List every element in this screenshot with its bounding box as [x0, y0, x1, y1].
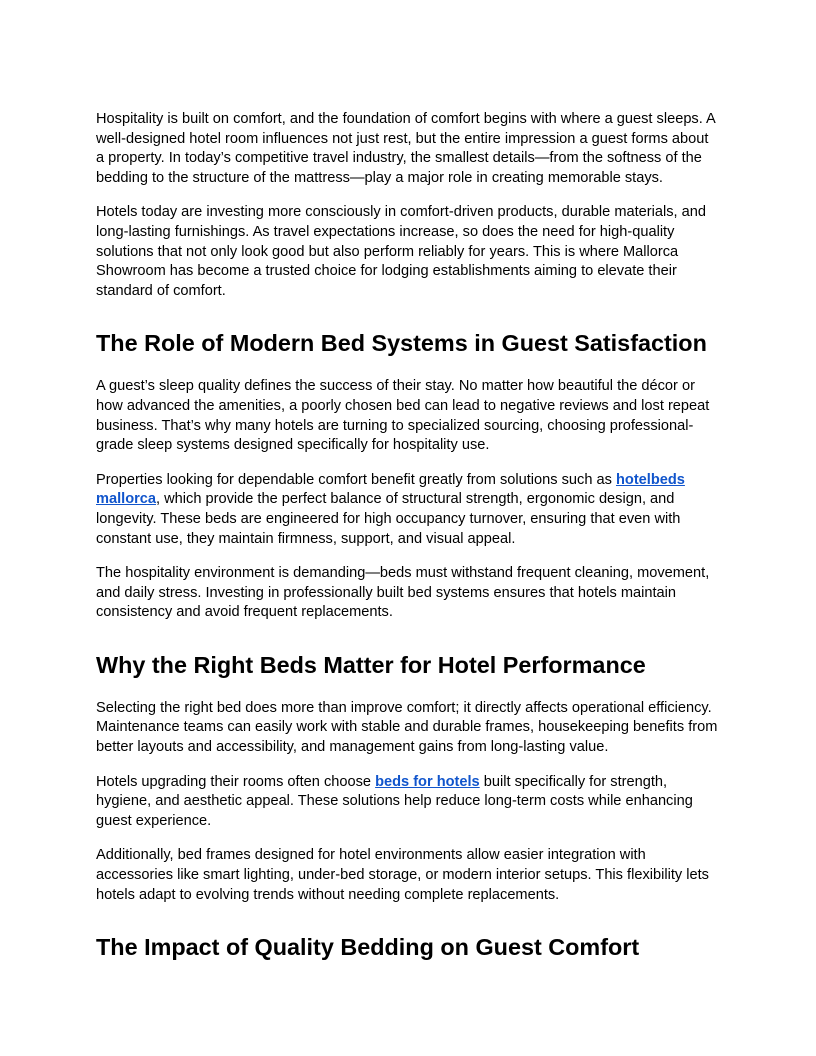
- intro-paragraph-1: Hospitality is built on comfort, and the foundation of comfort begins with where a guest sleeps. A well-designed hotel room influences not just rest, but the entire impression a guest forms about a property. In today’s competitive travel industry, the smallest details—from the softness of the bedding to the structure of the mattress—play a major role in creating memorable stays.: [96, 111, 715, 186]
- beds-for-hotels-link[interactable]: beds for hotels: [375, 773, 480, 790]
- hotelbeds-mallorca-link[interactable]: hotelbeds mallorca: [96, 471, 685, 508]
- bed-systems-paragraph-3: The hospitality environment is demanding—beds must withstand frequent cleaning, movement, and daily stress. Investing in professionally built bed systems ensures that hotels maintain consistency and avoid frequent replacements.: [96, 565, 710, 621]
- paragraph-text: Hotels upgrading their rooms often choose: [96, 773, 376, 790]
- hotel-performance-paragraph-2: [96, 773, 720, 832]
- section-heading-quality-bedding: The Impact of Quality Bedding on Guest Comfort: [96, 934, 640, 961]
- section-heading-hotel-performance: Why the Right Beds Matter for Hotel Performance: [96, 651, 646, 678]
- intro-paragraph-2: Hotels today are investing more consciously in comfort-driven products, durable materials, and long-lasting furnishings. As travel expectations increase, so does the need for high-quality solutions that not only look good but also perform reliably for years. This is where Mallorca Showroom has become a trusted choice for lodging establishments aiming to elevate their standard of comfort.: [96, 204, 706, 299]
- document-page: [96, 110, 720, 981]
- paragraph-text: Properties looking for dependable comfort benefit greatly from solutions such as: [96, 471, 616, 488]
- paragraph-text: built specifically for strength, hygiene, and aesthetic appeal. These solutions help reduce long-term costs while enhancing guest experience.: [96, 773, 693, 829]
- paragraph-text: , which provide the perfect balance of structural strength, ergonomic design, and longevity. These beds are engineered for high occupancy turnover, ensuring that even with constant use, they maintain firmness, support, and visual appeal.: [96, 491, 681, 547]
- bed-systems-paragraph-1: A guest’s sleep quality defines the success of their stay. No matter how beautiful the décor or how advanced the amenities, a poorly chosen bed can lead to negative reviews and lost repeat business. That’s why many hotels are turning to specialized sourcing, choosing professional-grade sleep systems designed specifically for hospitality use.: [96, 378, 710, 454]
- section-heading-bed-systems: The Role of Modern Bed Systems in Guest Satisfaction: [96, 330, 707, 357]
- bed-systems-paragraph-2: [96, 471, 720, 549]
- hotel-performance-paragraph-3: Additionally, bed frames designed for hotel environments allow easier integration with accessories like smart lighting, under-bed storage, or modern interior setups. This flexibility lets hotels adapt to evolving trends without needing complete replacements.: [96, 847, 709, 903]
- hotel-performance-paragraph-1: Selecting the right bed does more than improve comfort; it directly affects operational efficiency. Maintenance teams can easily work with stable and durable frames, housekeeping benefits from better layouts and accessibility, and management gains from long-lasting value.: [96, 699, 718, 756]
